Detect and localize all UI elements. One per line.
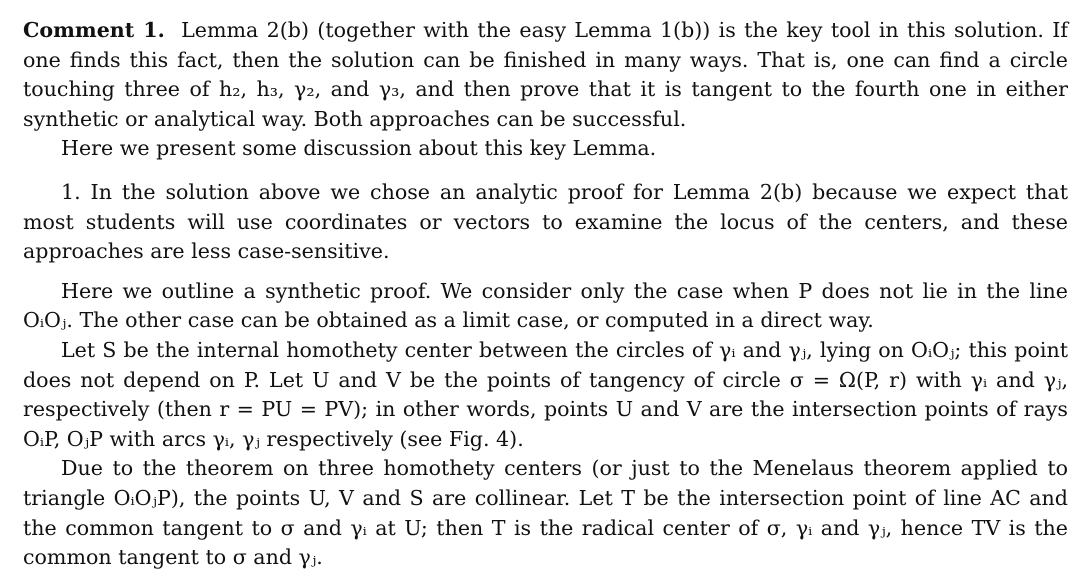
comment-label: Comment 1.	[23, 18, 165, 42]
synthetic-outline-paragraph: Here we outline a synthetic proof. We consider only the case when P does not lie in the line OᵢOⱼ. The other case can be obtained as a limit case, or computed in a direct way.	[23, 278, 1068, 333]
document-page	[23, 16, 1068, 573]
discussion-intro-paragraph: Here we present some discussion about this key Lemma.	[61, 136, 657, 161]
analytic-proof-paragraph: 1. In the solution above we chose an analytic proof for Lemma 2(b) because we expect that most students will use coordinates or vectors to examine the locus of the centers, and these approaches are less case-sensitive.	[23, 179, 1068, 264]
collinearity-paragraph: Due to the theorem on three homothety centers (or just to the Menelaus theorem applied to triangle OᵢOⱼP), the points U, V and S are collinear. Let T be the intersection point of line AC and the common tangent to σ and γᵢ at U; then T is the radical center of σ, γᵢ and γⱼ, hence TV is the common tangent to σ and γⱼ.	[23, 456, 1068, 570]
homothety-center-paragraph: Let S be the internal homothety center between the circles of γᵢ and γⱼ, lying on OᵢOⱼ; this point does not depend on P. Let U and V be the points of tangency of circle σ = Ω(P, r) with γᵢ and γⱼ, respectively (then r = PU = PV); in other words, points U and V are the intersection points of rays OᵢP, OⱼP with arcs γᵢ, γⱼ respectively (see Fig. 4).	[23, 337, 1068, 451]
comment-text: Lemma 2(b) (together with the easy Lemma 1(b)) is the key tool in this solution. If one finds this fact, then the solution can be finished in many ways. That is, one can find a circle touching three of h₂, h₃, γ₂, and γ₃, and then prove that it is tangent to the fourth one in either synthetic or analytical way. Both approaches can be successful.	[23, 18, 1069, 131]
comment-paragraph	[23, 16, 1068, 134]
